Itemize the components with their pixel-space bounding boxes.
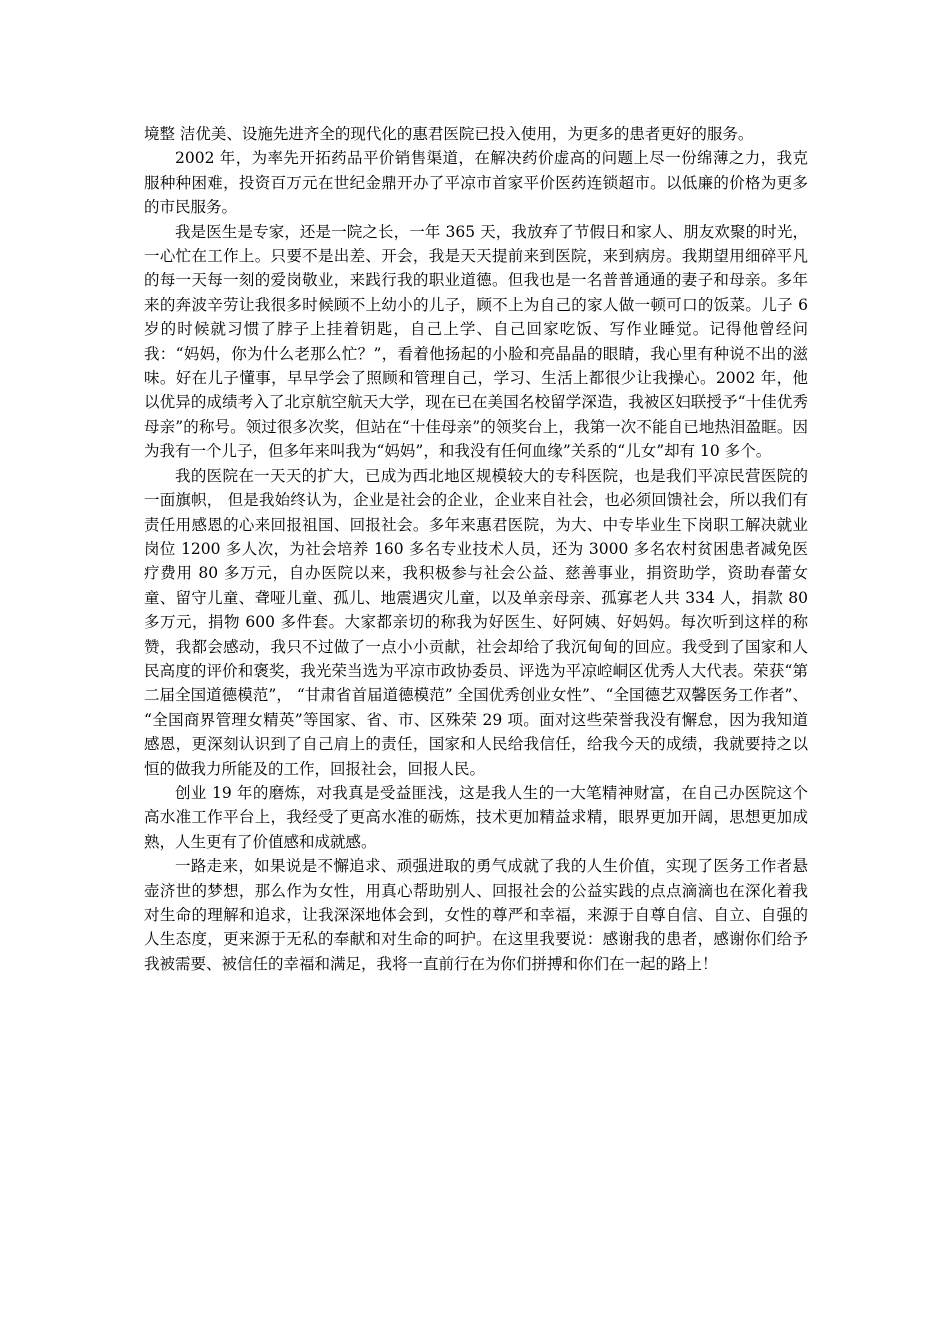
- paragraph-doctor-and-mother: 我是医生是专家，还是一院之长，一年 365 天，我放弃了节假日和家人、朋友欢聚的时光，一心忙在工作上。只要不是出差、开会，我是天天提前来到医院，来到病房。我期望用细碎平凡的每一天每一刻的爱岗敬业，来践行我的职业道德。但我也是一名普普通通的妻子和母亲。多年来的奔波辛劳让我很多时候顾不上幼小的儿子，顾不上为自己的家人做一顿可口的饭菜。儿子 6 岁的时候就习惯了脖子上挂着钥匙，自己上学、自己回家吃饭、写作业睡觉。记得他曾经问我：“妈妈，你为什么老那么忙？”，看着他扬起的小脸和亮晶晶的眼睛，我心里有种说不出的滋味。好在儿子懂事，早早学会了照顾和管理自己，学习、生活上都很少让我操心。2002 年，他以优异的成绩考入了北京航空航天大学，现在已在美国名校留学深造，我被区妇联授予“十佳优秀母亲”的称号。领过很多次奖，但站在“十佳母亲”的领奖台上，我第一次不能自已地热泪盈眶。因为我有一个儿子，但多年来叫我为“妈妈”，和我没有任何血缘”关系的“儿女”却有 10 多个。: [144, 222, 808, 461]
- paragraph-entrepreneurship: 创业 19 年的磨炼，对我真是受益匪浅，这是我人生的一大笔精神财富，在自己办医院这个高水准工作平台上，我经受了更高水准的砺炼，技术更加精益求精，眼界更加开阔，思想更加成熟，人生更有了价值感和成就感。: [144, 783, 808, 851]
- paragraph-pharmacy: 2002 年，为率先开拓药品平价销售渠道，在解决药价虚高的问题上尽一份绵薄之力，我克服种种困难，投资百万元在世纪金鼎开办了平凉市首家平价医药连锁超市。以低廉的价格为更多的市民服务。: [144, 149, 808, 217]
- document-page: [144, 122, 808, 976]
- paragraph-hospital-growth: 我的医院在一天天的扩大，已成为西北地区规模较大的专科医院，也是我们平凉民营医院的一面旗帜， 但是我始终认为，企业是社会的企业，企业来自社会，也必须回馈社会，所以我们有责任用感恩的心来回报祖国、回报社会。多年来惠君医院，为大、中专毕业生下岗职工解决就业岗位 1200 多人次，为社会培养 160 多名专业技术人员，还为 3000 多名农村贫困患者减免医疗费用 80 多万元，自办医院以来，我积极参与社会公益、慈善事业，捐资助学，资助春蕾女童、留守儿童、聋哑儿童、孤儿、地震遇灾儿童，以及单亲母亲、孤寡老人共 334 人，捐款 80 多万元，捐物 600 多件套。大家都亲切的称我为好医生、好阿姨、好妈妈。每次听到这样的称赞，我都会感动，我只不过做了一点小小贡献，社会却给了我沉甸甸的回应。我受到了国家和人民高度的评价和褒奖，我光荣当选为平凉市政协委员、评选为平凉崆峒区优秀人大代表。荣获“第二届全国道德模范”， “甘肃省首届道德模范” 全国优秀创业女性”、“全国德艺双馨医务工作者”、 “全国商界管理女精英”等国家、省、市、区殊荣 29 项。面对这些荣誉我没有懈怠，因为我知道感恩，更深刻认识到了自己肩上的责任，国家和人民给我信任，给我今天的成绩，我就要持之以恒的做我力所能及的工作，回报社会，回报人民。: [144, 466, 808, 778]
- paragraph-continuation: 境整 洁优美、设施先进齐全的现代化的惠君医院已投入使用，为更多的患者更好的服务。: [144, 125, 754, 143]
- paragraph-conclusion: 一路走来，如果说是不懈追求、顽强进取的勇气成就了我的人生价值，实现了医务工作者悬壶济世的梦想，那么作为女性，用真心帮助别人、回报社会的公益实践的点点滴滴也在深化着我对生命的理解和追求，让我深深地体会到，女性的尊严和幸福，来源于自尊自信、自立、自强的人生态度，更来源于无私的奉献和对生命的呵护。在这里我要说：感谢我的患者，感谢你们给予我被需要、被信任的幸福和满足，我将一直前行在为你们拼搏和你们在一起的路上！: [144, 857, 808, 973]
